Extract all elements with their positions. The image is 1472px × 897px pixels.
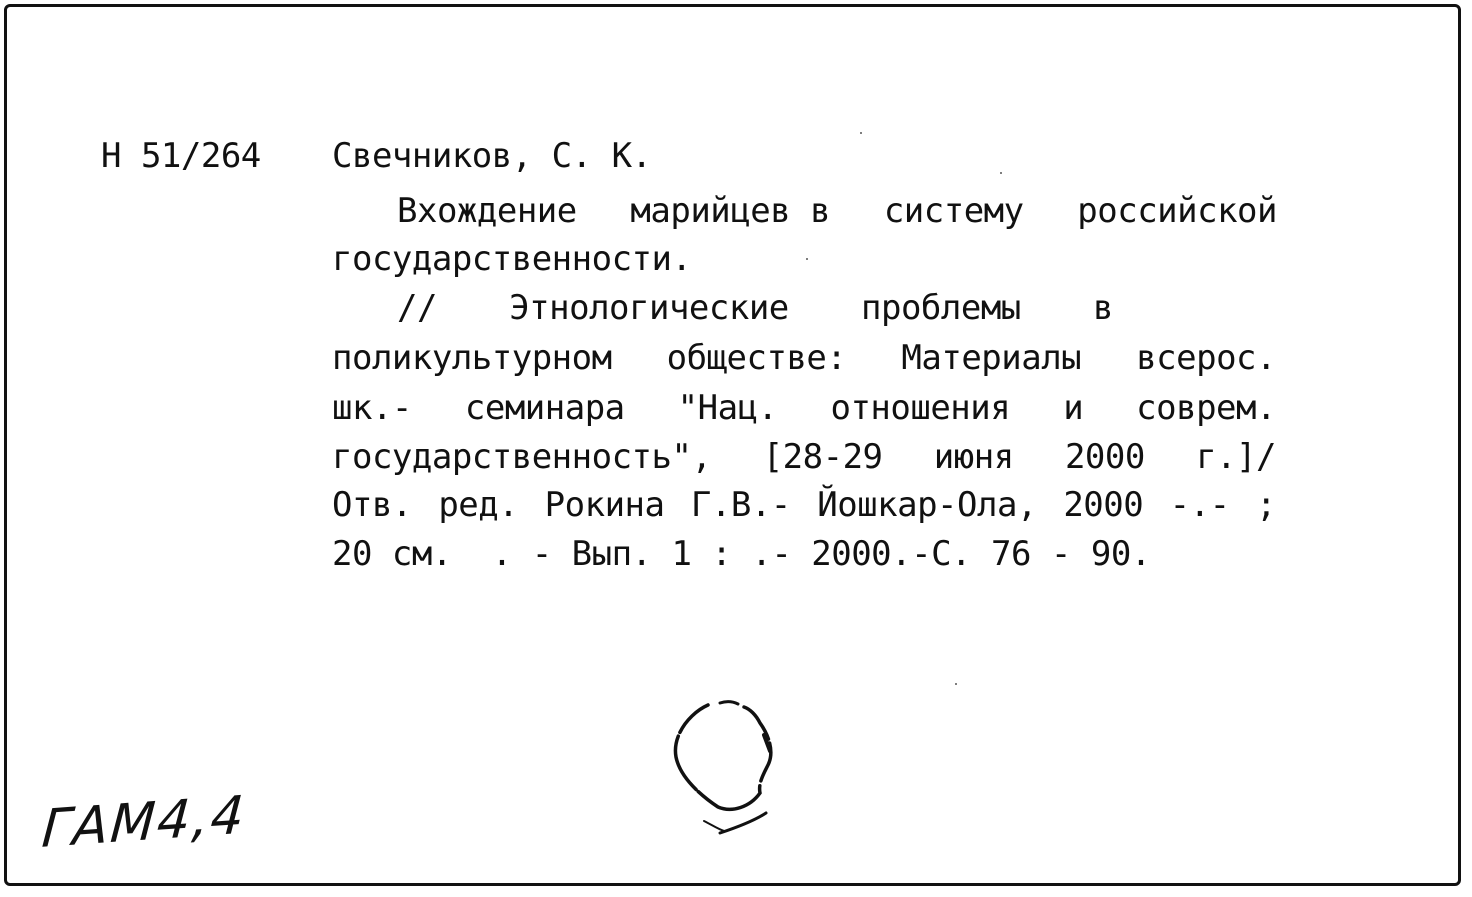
word: Этнологические	[509, 288, 789, 328]
source-line-5	[332, 485, 1276, 525]
word: "Нац.	[677, 388, 778, 428]
word: Йошкар-Ола,	[817, 485, 1037, 525]
source-line-4	[332, 437, 1276, 477]
scan-speck	[955, 683, 957, 685]
word: июня	[933, 437, 1014, 477]
word: 2000	[1063, 485, 1144, 525]
word: г.]/	[1196, 437, 1276, 477]
source-line-1	[397, 288, 1113, 328]
shelfmark: Н 51/264	[101, 136, 261, 176]
scan-speck	[860, 132, 862, 134]
title-line-1	[397, 191, 1277, 231]
title-line-2	[332, 239, 691, 279]
handwritten-note: ГАМ4,4	[40, 785, 248, 860]
word: поликультурном	[332, 338, 612, 378]
word: //	[397, 288, 437, 328]
word: семинара	[464, 388, 625, 428]
word: ;	[1256, 485, 1276, 525]
rod-hole-icon	[660, 695, 790, 845]
author-heading: Свечников, С. К.	[332, 136, 652, 176]
word: Материалы	[901, 338, 1082, 378]
word: марийцев в	[630, 191, 831, 231]
word: шк.-	[332, 388, 412, 428]
word: государственности.	[332, 239, 692, 279]
word: отношения	[830, 388, 1011, 428]
word: ред.	[438, 485, 519, 525]
word: систему	[883, 191, 1024, 231]
word: Вхождение	[397, 191, 577, 231]
word: обществе:	[666, 338, 847, 378]
word: 20 см. . - Вып. 1 : .- 2000.-С. 76 - 90.	[332, 534, 1151, 574]
word: Рокина	[544, 485, 665, 525]
word: в	[1093, 288, 1113, 328]
physical-description-line	[332, 534, 1151, 574]
source-line-3	[332, 388, 1276, 428]
scan-speck	[806, 258, 808, 260]
scan-speck	[1000, 172, 1002, 174]
source-line-2	[332, 338, 1276, 378]
word: всерос.	[1136, 338, 1276, 378]
word: государственность",	[332, 437, 712, 477]
word: Г.В.-	[690, 485, 791, 525]
word: -.-	[1169, 485, 1230, 525]
word: проблемы	[861, 288, 1021, 328]
word: и	[1063, 388, 1084, 428]
word: соврем.	[1136, 388, 1276, 428]
word: [28-29	[762, 437, 883, 477]
word: 2000	[1064, 437, 1145, 477]
word: российской	[1077, 191, 1277, 231]
word: Отв.	[332, 485, 412, 525]
